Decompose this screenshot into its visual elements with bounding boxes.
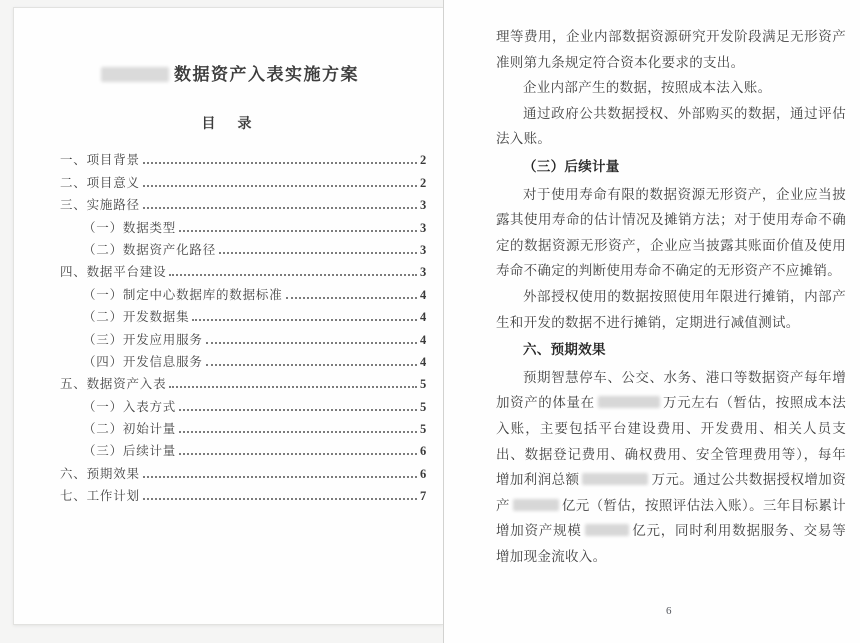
toc-item: [60, 459, 427, 481]
toc-item-label: 二、项目意义: [60, 175, 140, 190]
toc-page-number: 6: [419, 466, 427, 481]
toc-dot-leader: [143, 498, 417, 500]
toc-item-label: 一、项目背景: [60, 153, 140, 168]
paragraph: 通过政府公共数据授权、外部购买的数据，通过评估法入账。: [496, 105, 846, 147]
toc-dot-leader: [143, 207, 417, 209]
toc-item-label: 七、工作计划: [60, 489, 140, 504]
paragraph: 理等费用，企业内部数据资源研究开发阶段满足无形资产准则第九条规定符合资本化要求的支出。: [496, 29, 846, 70]
toc-page-number: 4: [419, 354, 427, 369]
toc-item-label: （二）数据资产化路径: [83, 242, 217, 257]
toc-page-number: 3: [419, 220, 427, 235]
toc-dot-leader: [179, 453, 417, 455]
toc-item-label: （一）制定中心数据库的数据标准: [83, 287, 283, 302]
paragraph: 预期智慧停车、公交、水务、港口等数据资产每年增加资产的体量在 万元左右（暂估，按照成本法入账，主要包括平台建设费用、开发费用、相关人员支出、数据登记费用、确权费用、安全管理费用等），每年增加利润总额 万元。通过公共数据授权增加资产 亿元（暂估，按照评估法入账）。三年目标累计增加资产规模 亿元，同时利用数据服务、交易等增加现金流收入。: [496, 369, 846, 564]
toc-item: [60, 392, 427, 414]
toc-item: [60, 325, 427, 347]
toc-dot-leader: [143, 162, 417, 164]
right-page: [443, 0, 860, 643]
toc-page-number: 2: [419, 153, 427, 168]
document-title: [14, 62, 443, 88]
toc-item-label: （四）开发信息服务: [83, 354, 203, 369]
redacted-text: [513, 499, 559, 511]
toc-item-label: 五、数据资产入表: [60, 377, 167, 392]
toc-item: [60, 482, 427, 504]
toc-item-label: 四、数据平台建设: [60, 265, 167, 280]
paragraph: 对于使用寿命有限的数据资源无形资产，企业应当披露其使用寿命的估计情况及摊销方法；对于使用寿命不确定的数据资源无形资产，企业应当披露其账面价值及使用寿命不确定的判断使用寿命不确定的无形资产不应摊销。: [496, 186, 846, 279]
toc-item-label: （三）后续计量: [83, 444, 177, 459]
toc-item-label: 三、实施路径: [60, 198, 140, 213]
toc-page-number: 7: [419, 489, 427, 504]
toc-page-number: 3: [419, 265, 427, 280]
toc-dot-leader: [169, 274, 417, 276]
toc-item-label: （二）开发数据集: [83, 310, 190, 325]
body-text: [444, 0, 860, 569]
toc-page-number: 5: [419, 399, 427, 414]
toc-item: [60, 437, 427, 459]
toc-dot-leader: [206, 342, 417, 344]
toc-dot-leader: [219, 252, 417, 254]
toc-dot-leader: [179, 230, 417, 232]
toc-dot-leader: [286, 297, 417, 299]
section-heading: （三）后续计量: [523, 158, 620, 174]
redacted-text: [582, 473, 648, 485]
toc-item: [60, 280, 427, 302]
toc-item: [60, 213, 427, 235]
left-page: [13, 7, 443, 625]
toc-dot-leader: [143, 476, 417, 478]
toc-item: [60, 146, 427, 168]
section-heading: 六、预期效果: [523, 342, 606, 358]
toc-item-label: （一）数据类型: [83, 220, 177, 235]
title-redaction: [101, 67, 169, 82]
toc-page-number: 3: [419, 242, 427, 257]
toc-page-number: 6: [419, 444, 427, 459]
toc-item-label: （三）开发应用服务: [83, 332, 203, 347]
toc-item-label: 六、预期效果: [60, 466, 140, 481]
toc-item: [60, 168, 427, 190]
toc-page-number: 2: [419, 175, 427, 190]
toc-dot-leader: [206, 364, 417, 366]
toc-item: [60, 348, 427, 370]
toc-page-number: 3: [419, 198, 427, 213]
paragraph: 外部授权使用的数据按照使用年限进行摊销，内部产生和开发的数据不进行摊销，定期进行减值测试。: [496, 288, 846, 330]
toc-item: [60, 415, 427, 437]
toc-item: [60, 258, 427, 280]
toc-dot-leader: [179, 409, 417, 411]
toc-page-number: 4: [419, 332, 427, 347]
toc-list: [14, 146, 443, 504]
toc-page-number: 5: [419, 377, 427, 392]
toc-dot-leader: [169, 386, 417, 388]
toc-item: [60, 303, 427, 325]
toc-item: [60, 236, 427, 258]
toc-item-label: （一）入表方式: [83, 399, 177, 414]
toc-item-label: （二）初始计量: [83, 422, 177, 437]
toc-page-number: 5: [419, 422, 427, 437]
toc-dot-leader: [192, 319, 417, 321]
redacted-text: [598, 396, 660, 408]
toc-item: [60, 191, 427, 213]
document-title-text: 数据资产入表实施方案: [174, 65, 359, 84]
toc-page-number: 4: [419, 287, 427, 302]
toc-dot-leader: [179, 431, 417, 433]
page-number: 6: [666, 605, 672, 617]
toc-page-number: 4: [419, 310, 427, 325]
toc-heading: 目 录: [201, 117, 256, 132]
redacted-text: [585, 524, 629, 536]
toc-item: [60, 370, 427, 392]
toc-dot-leader: [143, 185, 417, 187]
paragraph: 企业内部产生的数据，按照成本法入账。: [523, 80, 772, 96]
